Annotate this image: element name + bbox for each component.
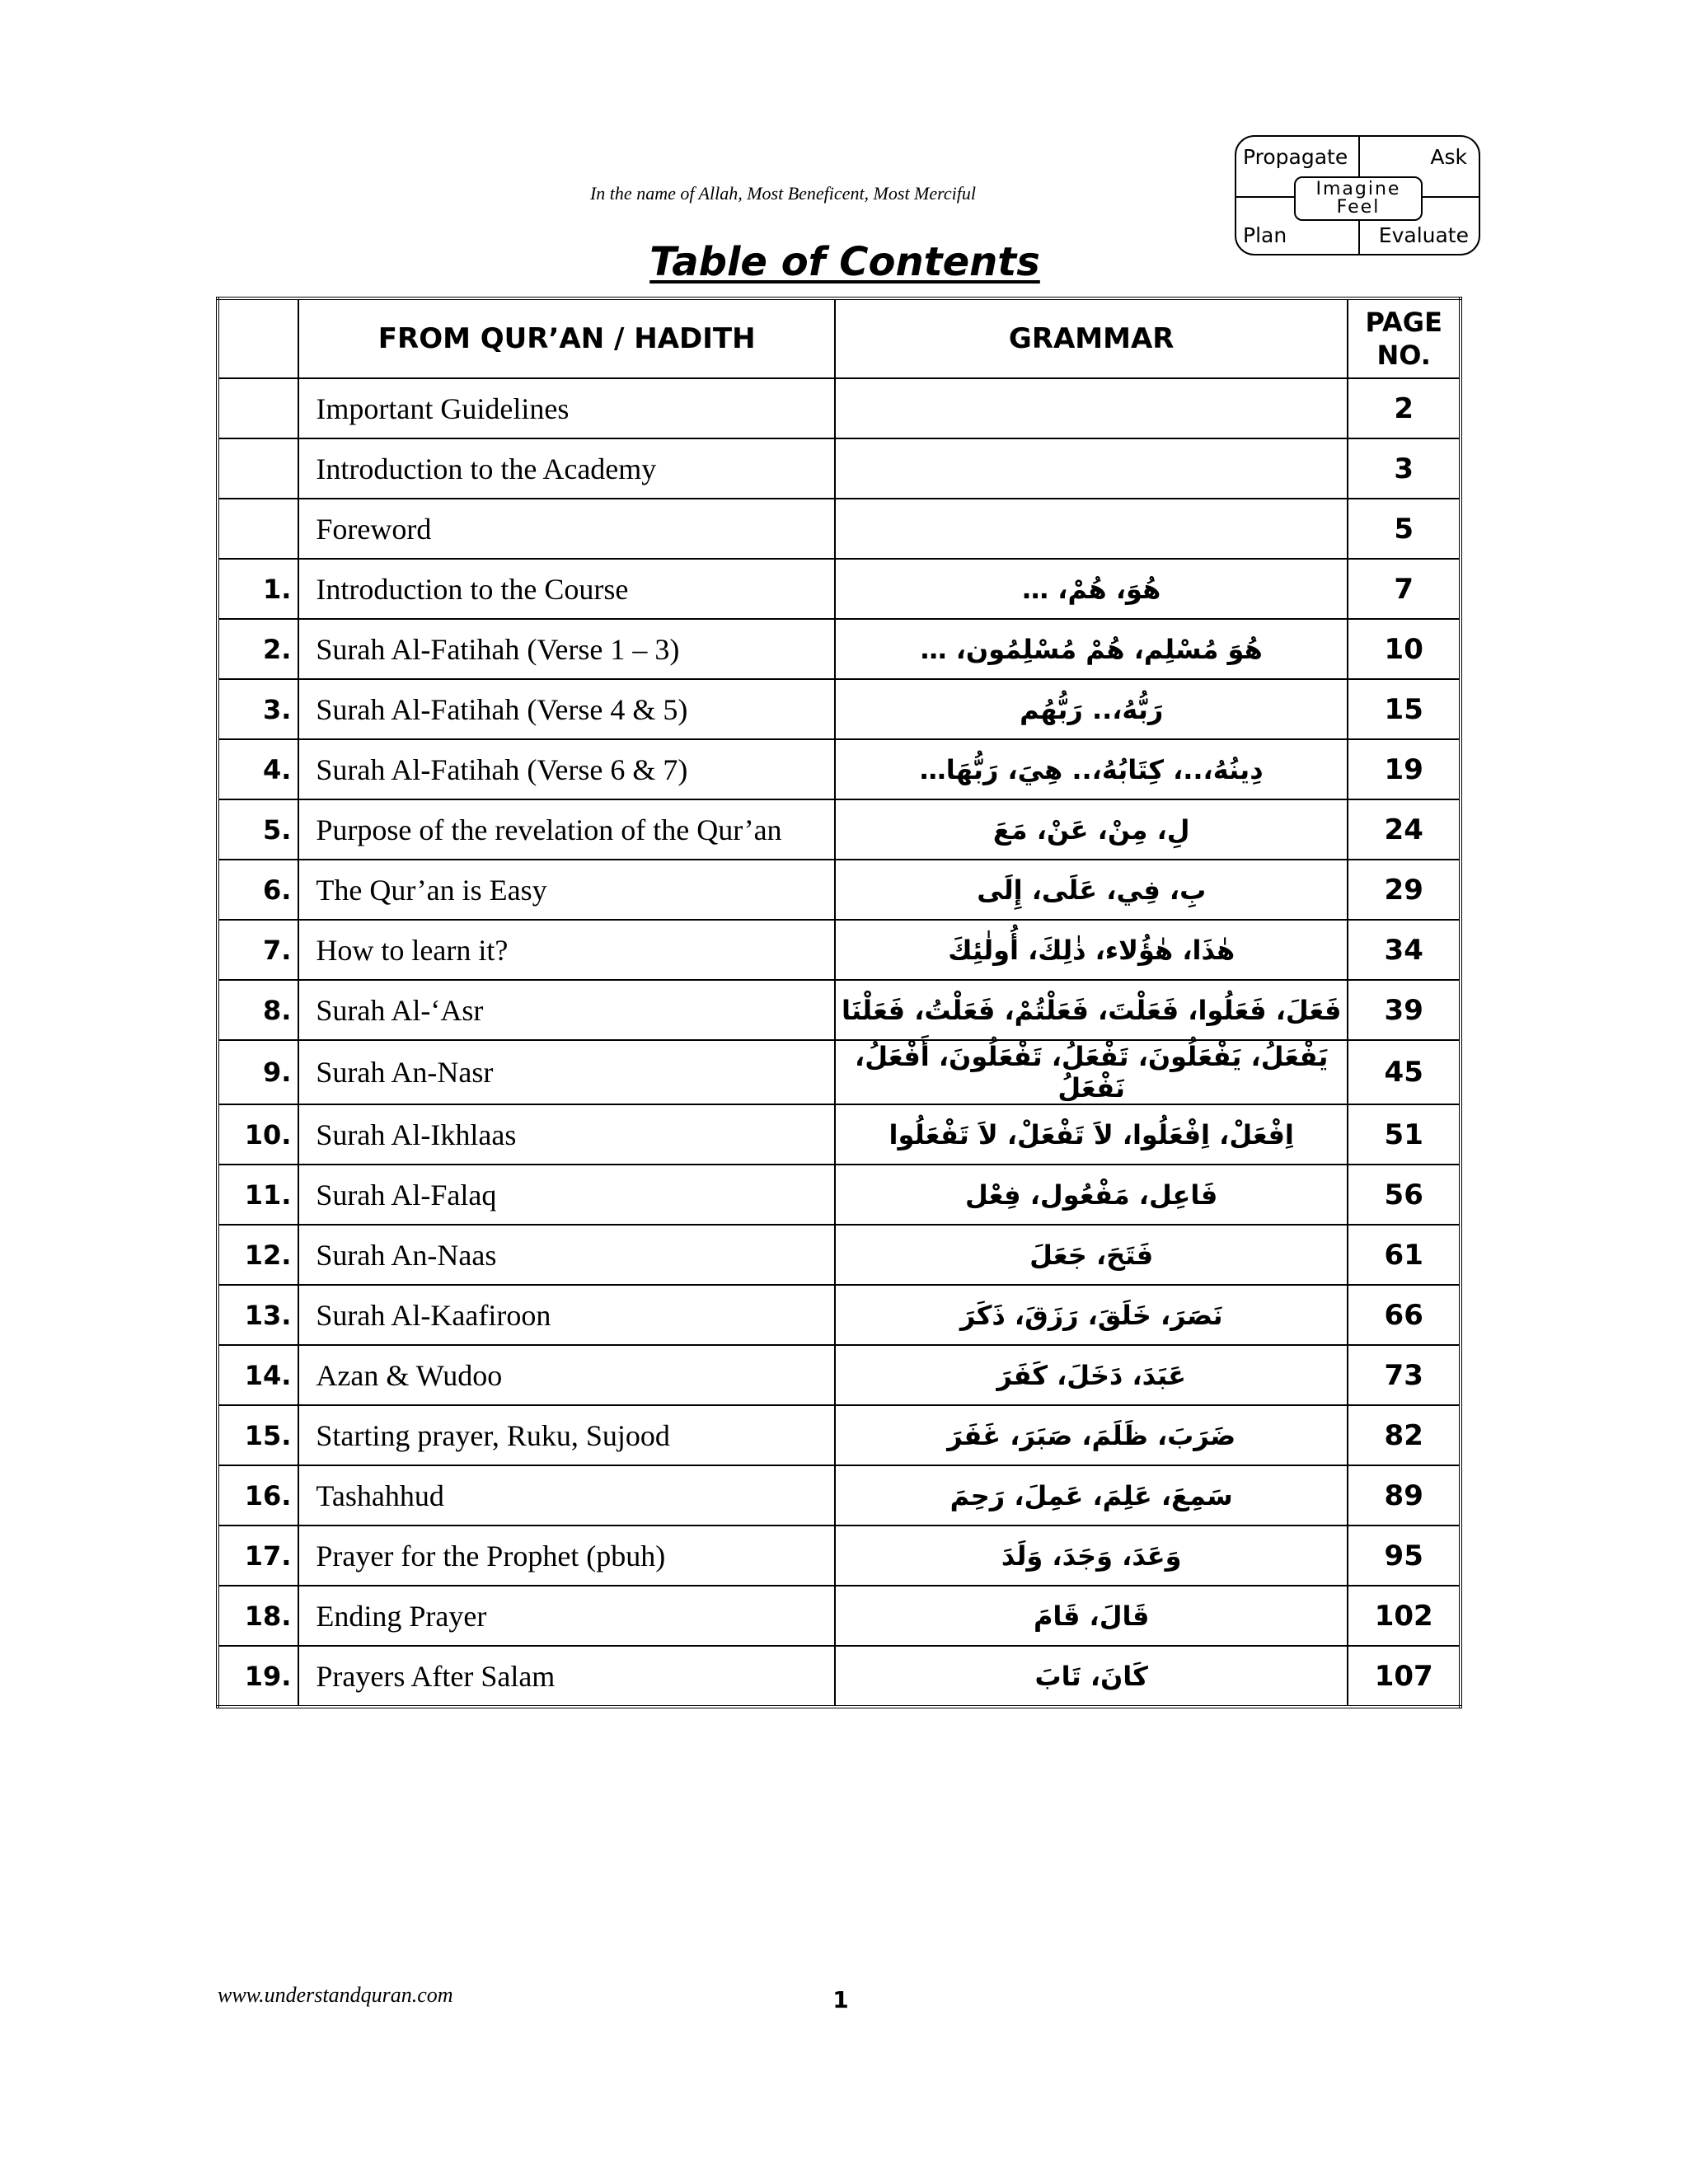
- row-topic: Starting prayer, Ruku, Sujood: [298, 1405, 835, 1465]
- row-grammar: هُوَ مُسْلِم، هُمْ مُسْلِمُون، …: [835, 619, 1348, 679]
- row-topic: Surah An-Nasr: [298, 1040, 835, 1104]
- row-topic: Azan & Wudoo: [298, 1345, 835, 1405]
- row-topic: How to learn it?: [298, 920, 835, 980]
- row-page-number: 107: [1348, 1646, 1461, 1707]
- row-number: 5.: [218, 799, 298, 860]
- header-number: [218, 298, 298, 378]
- toc-table: [216, 297, 1462, 1708]
- row-page-number: 95: [1348, 1526, 1461, 1586]
- table-row: [218, 1104, 1461, 1165]
- row-page-number: 24: [1348, 799, 1461, 860]
- row-number: [218, 499, 298, 559]
- table-row: [218, 980, 1461, 1040]
- row-grammar: كَانَ، تَابَ: [835, 1646, 1348, 1707]
- row-page-number: 10: [1348, 619, 1461, 679]
- row-number: 10.: [218, 1104, 298, 1165]
- row-grammar: فَاعِل، مَفْعُول، فِعْل: [835, 1165, 1348, 1225]
- table-row: [218, 860, 1461, 920]
- row-page-number: 51: [1348, 1104, 1461, 1165]
- row-number: 18.: [218, 1586, 298, 1646]
- row-grammar: [835, 499, 1348, 559]
- row-number: 12.: [218, 1225, 298, 1285]
- row-page-number: 82: [1348, 1405, 1461, 1465]
- header-page-no: [1348, 298, 1461, 378]
- table-row: [218, 1586, 1461, 1646]
- row-grammar: هُوَ، هُمْ، …: [835, 559, 1348, 619]
- footer-url: www.understandquran.com: [218, 1983, 453, 2007]
- row-number: 9.: [218, 1040, 298, 1104]
- row-number: 7.: [218, 920, 298, 980]
- row-number: 16.: [218, 1465, 298, 1526]
- logo-divider-vertical-top: [1358, 137, 1360, 178]
- row-number: 14.: [218, 1345, 298, 1405]
- table-row: [218, 499, 1461, 559]
- row-number: 15.: [218, 1405, 298, 1465]
- row-page-number: 45: [1348, 1040, 1461, 1104]
- row-grammar: عَبَدَ، دَخَلَ، كَفَرَ: [835, 1345, 1348, 1405]
- row-topic: Surah Al-Fatihah (Verse 6 & 7): [298, 739, 835, 799]
- row-page-number: 15: [1348, 679, 1461, 739]
- logo-evaluate: Evaluate: [1378, 223, 1469, 247]
- row-number: 8.: [218, 980, 298, 1040]
- row-number: 19.: [218, 1646, 298, 1707]
- table-row: [218, 679, 1461, 739]
- row-topic: Introduction to the Course: [298, 559, 835, 619]
- row-grammar: [835, 438, 1348, 499]
- footer-page-number: 1: [832, 1986, 849, 2013]
- row-number: 3.: [218, 679, 298, 739]
- header-page-line2: NO.: [1376, 340, 1431, 371]
- row-page-number: 7: [1348, 559, 1461, 619]
- row-grammar: فَتَحَ، جَعَلَ: [835, 1225, 1348, 1285]
- row-topic: The Qur’an is Easy: [298, 860, 835, 920]
- header-topic: FROM QUR’AN / HADITH: [298, 298, 835, 378]
- toc-body: [218, 378, 1461, 1707]
- page-title: Table of Contents: [649, 239, 1040, 285]
- row-topic: Prayers After Salam: [298, 1646, 835, 1707]
- table-row: [218, 1285, 1461, 1345]
- table-row: [218, 1225, 1461, 1285]
- row-topic: Ending Prayer: [298, 1586, 835, 1646]
- logo: [1235, 135, 1480, 255]
- row-page-number: 19: [1348, 739, 1461, 799]
- row-number: 17.: [218, 1526, 298, 1586]
- row-page-number: 3: [1348, 438, 1461, 499]
- table-row: [218, 559, 1461, 619]
- row-grammar: قَالَ، قَامَ: [835, 1586, 1348, 1646]
- row-grammar: اِفْعَلْ، اِفْعَلُوا، لاَ تَفْعَلْ، لاَ تَفْعَلُوا: [835, 1104, 1348, 1165]
- bismillah-text: In the name of Allah, Most Beneficent, Most Merciful: [589, 183, 976, 204]
- row-topic: Prayer for the Prophet (pbuh): [298, 1526, 835, 1586]
- table-row: [218, 1405, 1461, 1465]
- logo-divider-vertical-bottom: [1358, 219, 1360, 254]
- row-topic: Purpose of the revelation of the Qur’an: [298, 799, 835, 860]
- row-page-number: 56: [1348, 1165, 1461, 1225]
- row-page-number: 39: [1348, 980, 1461, 1040]
- row-topic: Surah Al-Fatihah (Verse 4 & 5): [298, 679, 835, 739]
- table-row: [218, 1465, 1461, 1526]
- row-topic: Surah An-Naas: [298, 1225, 835, 1285]
- logo-plan: Plan: [1243, 223, 1287, 247]
- row-number: [218, 378, 298, 438]
- logo-feel: Feel: [1336, 197, 1381, 218]
- row-number: 1.: [218, 559, 298, 619]
- table-row: [218, 1345, 1461, 1405]
- row-topic: Surah Al-Fatihah (Verse 1 – 3): [298, 619, 835, 679]
- row-grammar: دِينُهُ،..، كِتَابُهُ،.. هِيَ، رَبُّهَا…: [835, 739, 1348, 799]
- row-topic: Surah Al-‘Asr: [298, 980, 835, 1040]
- row-grammar: نَصَرَ، خَلَقَ، رَزَقَ، ذَكَرَ: [835, 1285, 1348, 1345]
- row-grammar: فَعَلَ، فَعَلُوا، فَعَلْتَ، فَعَلْتُمْ، فَعَلْتُ، فَعَلْنَا: [835, 980, 1348, 1040]
- row-page-number: 66: [1348, 1285, 1461, 1345]
- row-page-number: 2: [1348, 378, 1461, 438]
- row-grammar: يَفْعَلُ، يَفْعَلُونَ، تَفْعَلُ، تَفْعَلُونَ، أَفْعَلُ، نَفْعَلُ: [835, 1040, 1348, 1104]
- row-topic: Surah Al-Ikhlaas: [298, 1104, 835, 1165]
- header-page-line1: PAGE: [1365, 307, 1442, 338]
- row-topic: Important Guidelines: [298, 378, 835, 438]
- table-row: [218, 1646, 1461, 1707]
- row-page-number: 29: [1348, 860, 1461, 920]
- row-grammar: لِ، مِنْ، عَنْ، مَعَ: [835, 799, 1348, 860]
- header-grammar: GRAMMAR: [835, 298, 1348, 378]
- row-grammar: هٰذَا، هٰؤُلاء، ذٰلِكَ، أُولٰئِكَ: [835, 920, 1348, 980]
- row-number: [218, 438, 298, 499]
- row-page-number: 61: [1348, 1225, 1461, 1285]
- row-number: 4.: [218, 739, 298, 799]
- row-number: 13.: [218, 1285, 298, 1345]
- row-topic: Surah Al-Falaq: [298, 1165, 835, 1225]
- row-number: 11.: [218, 1165, 298, 1225]
- row-page-number: 34: [1348, 920, 1461, 980]
- row-page-number: 102: [1348, 1586, 1461, 1646]
- row-topic: Tashahhud: [298, 1465, 835, 1526]
- table-row: [218, 378, 1461, 438]
- table-row: [218, 1040, 1461, 1104]
- row-topic: Introduction to the Academy: [298, 438, 835, 499]
- table-row: [218, 1526, 1461, 1586]
- table-header-row: [218, 298, 1461, 378]
- row-grammar: [835, 378, 1348, 438]
- logo-propagate: Propagate: [1243, 145, 1348, 169]
- row-page-number: 89: [1348, 1465, 1461, 1526]
- row-grammar: ضَرَبَ، ظَلَمَ، صَبَرَ، غَفَرَ: [835, 1405, 1348, 1465]
- table-row: [218, 1165, 1461, 1225]
- table-row: [218, 920, 1461, 980]
- table-row: [218, 619, 1461, 679]
- row-topic: Surah Al-Kaafiroon: [298, 1285, 835, 1345]
- row-topic: Foreword: [298, 499, 835, 559]
- row-number: 6.: [218, 860, 298, 920]
- row-grammar: وَعَدَ، وَجَدَ، وَلَدَ: [835, 1526, 1348, 1586]
- row-page-number: 73: [1348, 1345, 1461, 1405]
- row-grammar: بِ، فِي، عَلَى، إِلَى: [835, 860, 1348, 920]
- logo-ask: Ask: [1430, 145, 1467, 169]
- table-row: [218, 799, 1461, 860]
- table-row: [218, 739, 1461, 799]
- row-grammar: سَمِعَ، عَلِمَ، عَمِلَ، رَحِمَ: [835, 1465, 1348, 1526]
- table-row: [218, 438, 1461, 499]
- logo-imagine: Imagine: [1315, 179, 1401, 199]
- row-number: 2.: [218, 619, 298, 679]
- logo-center-box: [1294, 176, 1423, 221]
- row-grammar: رَبُّهُ،.. رَبُّهُم: [835, 679, 1348, 739]
- row-page-number: 5: [1348, 499, 1461, 559]
